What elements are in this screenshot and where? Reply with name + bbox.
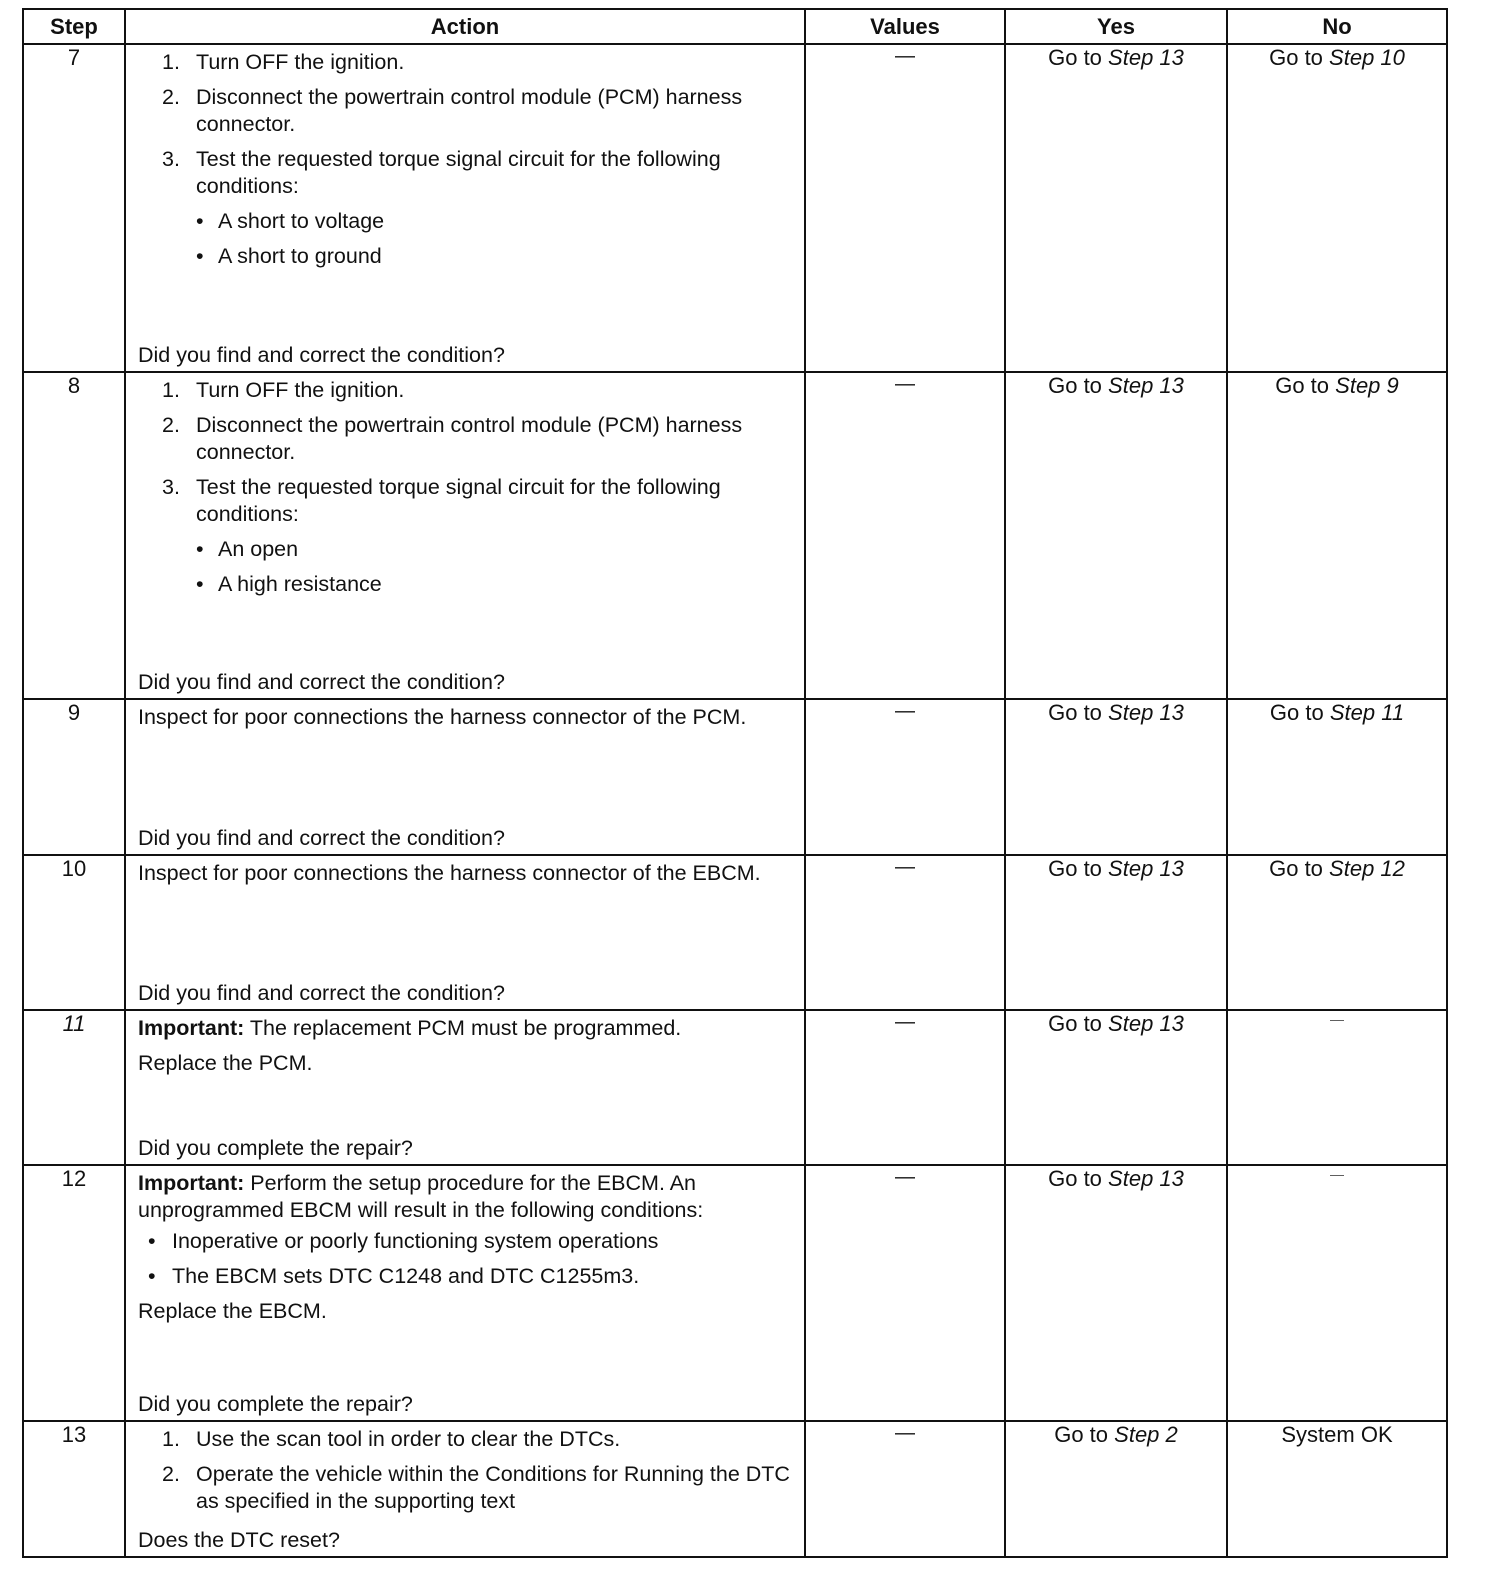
question-text: Did you find and correct the condition?: [138, 670, 505, 694]
list-item: 3. Test the requested torque signal circuit for the following conditions:: [162, 147, 721, 198]
bullet-item: • A short to voltage: [196, 209, 385, 233]
values-cell: —: [805, 1421, 1005, 1557]
yes-step-ref: Step 13: [1108, 856, 1184, 881]
yes-cell: Go to Step 13: [1005, 699, 1227, 855]
action-cell: [125, 699, 805, 855]
question-text: Did you complete the repair?: [138, 1136, 413, 1160]
yes-step-ref: Step 2: [1114, 1422, 1178, 1447]
instruction-text: Inspect for poor connections the harness connector of the EBCM.: [138, 861, 761, 885]
step-number: 12: [23, 1165, 125, 1421]
numbered-list: [138, 1426, 792, 1515]
instruction-text: Replace the PCM.: [138, 1051, 313, 1075]
no-cell: System OK: [1227, 1421, 1447, 1557]
instruction-text: Inspect for poor connections the harness connector of the PCM.: [138, 705, 747, 729]
header-row: [23, 9, 1447, 44]
no-cell: —: [1227, 1165, 1447, 1421]
table-row: [23, 855, 1447, 1010]
bullet-item: • A high resistance: [196, 572, 382, 596]
numbered-list: [138, 377, 792, 528]
bullet-item: • Inoperative or poorly functioning system operations: [148, 1229, 659, 1253]
values-cell: —: [805, 1165, 1005, 1421]
yes-cell: Go to Step 13: [1005, 372, 1227, 699]
action-cell: [125, 1010, 805, 1165]
important-note: Important: Perform the setup procedure for the EBCM. An unprogrammed EBCM will result in the following conditions:: [138, 1171, 704, 1222]
values-cell: —: [805, 855, 1005, 1010]
table-row: [23, 1165, 1447, 1421]
numbered-list: [138, 49, 792, 200]
instruction-text: Replace the EBCM.: [138, 1299, 327, 1323]
list-item: 2. Disconnect the powertrain control module (PCM) harness connector.: [162, 413, 743, 464]
values-cell: —: [805, 699, 1005, 855]
list-item: 1. Turn OFF the ignition.: [162, 378, 405, 402]
header-yes: Yes: [1005, 9, 1227, 44]
yes-cell: Go to Step 2: [1005, 1421, 1227, 1557]
no-step-ref: Step 9: [1335, 373, 1399, 398]
no-cell: Go to Step 10: [1227, 44, 1447, 372]
yes-cell: Go to Step 13: [1005, 855, 1227, 1010]
table-row: [23, 1421, 1447, 1557]
table-row: [23, 699, 1447, 855]
step-number: 13: [23, 1421, 125, 1557]
action-cell: [125, 1421, 805, 1557]
action-cell: [125, 44, 805, 372]
step-number: 10: [23, 855, 125, 1010]
list-item: 1. Use the scan tool in order to clear the DTCs.: [162, 1427, 621, 1451]
yes-step-ref: Step 13: [1108, 1011, 1184, 1036]
list-item: 3. Test the requested torque signal circuit for the following conditions:: [162, 475, 721, 526]
no-cell: Go to Step 9: [1227, 372, 1447, 699]
question-text: Did you find and correct the condition?: [138, 343, 505, 367]
step-number: 8: [23, 372, 125, 699]
yes-cell: Go to Step 13: [1005, 1010, 1227, 1165]
question-text: Did you find and correct the condition?: [138, 981, 505, 1005]
no-step-ref: Step 12: [1329, 856, 1405, 881]
bullet-item: • A short to ground: [196, 244, 382, 268]
header-step: Step: [23, 9, 125, 44]
list-item: 2. Disconnect the powertrain control module (PCM) harness connector.: [162, 85, 743, 136]
action-cell: [125, 1165, 805, 1421]
values-cell: —: [805, 44, 1005, 372]
no-cell: Go to Step 12: [1227, 855, 1447, 1010]
header-values: Values: [805, 9, 1005, 44]
no-step-ref: Step 11: [1329, 700, 1405, 725]
header-action: Action: [125, 9, 805, 44]
question-text: Did you find and correct the condition?: [138, 826, 505, 850]
yes-step-ref: Step 13: [1108, 373, 1184, 398]
yes-cell: Go to Step 13: [1005, 1165, 1227, 1421]
step-number: 9: [23, 699, 125, 855]
step-number: 7: [23, 44, 125, 372]
question-text: Did you complete the repair?: [138, 1392, 413, 1416]
diagnostic-table: [22, 8, 1448, 1558]
action-cell: [125, 372, 805, 699]
list-item: 2. Operate the vehicle within the Conditions for Running the DTC as specified in the supporting text: [162, 1462, 790, 1513]
yes-step-ref: Step 13: [1108, 45, 1184, 70]
question-text: Does the DTC reset?: [138, 1528, 340, 1552]
bullet-list: [138, 208, 792, 270]
list-item: 1. Turn OFF the ignition.: [162, 50, 405, 74]
action-cell: [125, 855, 805, 1010]
no-step-ref: Step 10: [1329, 45, 1405, 70]
yes-step-ref: Step 13: [1108, 1166, 1184, 1191]
important-note: Important: The replacement PCM must be programmed.: [138, 1016, 682, 1040]
no-cell: Go to Step 11: [1227, 699, 1447, 855]
bullet-item: • The EBCM sets DTC C1248 and DTC C1255m3.: [148, 1264, 640, 1288]
step-number: 11: [23, 1010, 125, 1165]
bullet-list: [138, 536, 792, 598]
no-cell: —: [1227, 1010, 1447, 1165]
table-row: [23, 372, 1447, 699]
values-cell: —: [805, 1010, 1005, 1165]
bullet-list: [138, 1228, 792, 1290]
table-row: [23, 44, 1447, 372]
bullet-item: • An open: [196, 537, 299, 561]
values-cell: —: [805, 372, 1005, 699]
yes-cell: Go to Step 13: [1005, 44, 1227, 372]
yes-step-ref: Step 13: [1108, 700, 1184, 725]
table-row: [23, 1010, 1447, 1165]
header-no: No: [1227, 9, 1447, 44]
